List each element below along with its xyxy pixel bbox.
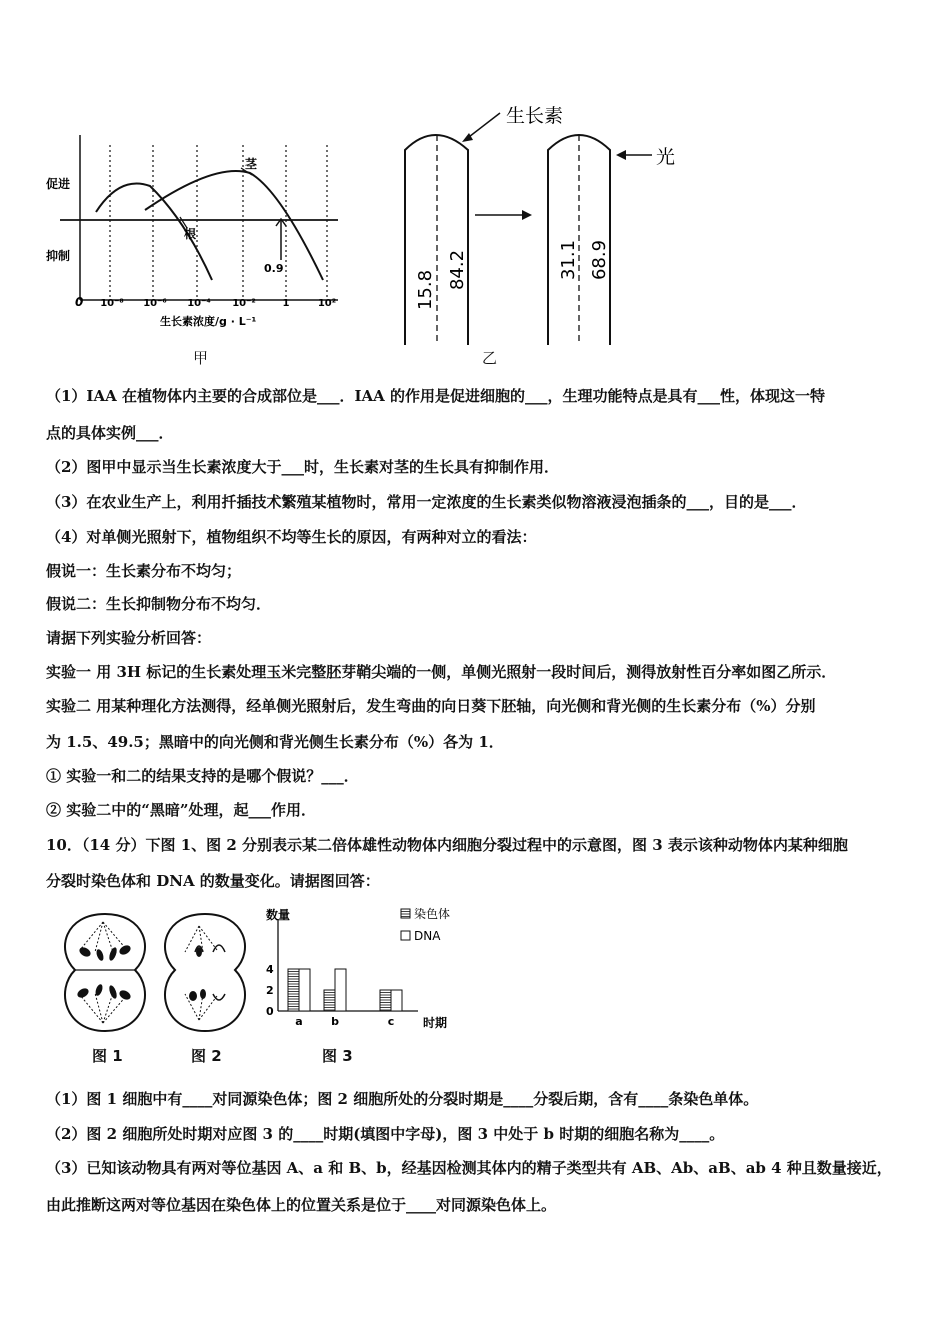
x-tick-5: 1 [282, 298, 290, 309]
q9-experiment1: 实验一 用 3H 标记的生长素处理玉米完整胚芽鞘尖端的一侧，单侧光照射一段时间后，测得放射性百分率如图乙所示． [46, 663, 837, 681]
x-tick-a: a [295, 1015, 303, 1028]
curve-root-label: 根 [184, 227, 197, 241]
fig2-caption: 图 2 [191, 1047, 222, 1065]
x-tick-3: 10⁻⁴ [187, 298, 211, 309]
figure-yi-caption: 乙 [482, 349, 498, 367]
q10-intro-line2: 分裂时染色体和 DNA 的数量变化。请据图回答： [46, 872, 380, 890]
q10-part3-line2: 由此推断这两对等位基因在染色体上的位置关系是位于____对同源染色体上。 [46, 1196, 557, 1214]
curve-stem-label: 茎 [245, 157, 258, 171]
q9-part1-line2: 点的具体实例___． [46, 424, 174, 442]
q10-part1: （1）图 1 细胞中有____对同源染色体；图 2 细胞所处的分裂时期是____分裂后期，含有____条染色单体。 [46, 1090, 759, 1108]
bar-dna-c [391, 990, 402, 1011]
chart-x-label: 时期 [423, 1016, 448, 1030]
figure-jia-caption: 甲 [193, 349, 209, 367]
x-tick-4: 10⁻² [232, 298, 256, 309]
q10-part2: （2）图 2 细胞所处时期对应图 3 的____时期(填图中字母)，图 3 中处于 b 时期的细胞名称为____。 [46, 1125, 725, 1143]
y-tick-4: 4 [266, 963, 274, 976]
q9-subq1: ① 实验一和二的结果支持的是哪个假说？___． [46, 767, 359, 785]
label-light: 光 [656, 146, 676, 168]
y-tick-2: 2 [266, 984, 274, 997]
q9-hypothesis1: 假说一：生长素分布不均匀； [46, 562, 242, 580]
legend-dna: DNA [414, 929, 441, 943]
right-before-value: 84.2 [447, 249, 468, 291]
q9-part3: （3）在农业生产上，利用扦插技术繁殖某植物时，常用一定浓度的生长素类似物溶液浸泡插条的___，目的是___． [46, 493, 807, 511]
q9-hypothesis2: 假说二：生长抑制物分布不均匀． [46, 595, 272, 613]
bar-dna-b [335, 969, 346, 1011]
x-tick-2: 10⁻⁶ [143, 298, 167, 309]
x-axis-label: 生长素浓度/g · L⁻¹ [160, 315, 257, 328]
fig3-caption: 图 3 [322, 1047, 353, 1065]
left-before-value: 15.8 [415, 269, 436, 311]
label-auxin: 生长素 [506, 105, 564, 127]
y-label-promote: 促进 [46, 177, 71, 191]
figure-jia [40, 120, 360, 345]
figure-yi [390, 95, 710, 345]
chart-y-label: 数量 [266, 908, 291, 922]
q9-ask: 请据下列实验分析回答： [46, 629, 212, 647]
y-tick-0: 0 [266, 1005, 274, 1018]
legend-chromosome: 染色体 [414, 907, 451, 921]
cell-figure-1 [55, 910, 155, 1035]
x-tick-1: 10⁻⁸ [100, 298, 124, 309]
q9-subq2: ② 实验二中的“黑暗”处理，起___作用． [46, 801, 316, 819]
q9-experiment2-line1: 实验二 用某种理化方法测得，经单侧光照射后，发生弯曲的向日葵下胚轴，向光侧和背光侧的生长素分布（%）分别 [46, 697, 816, 715]
y-label-inhibit: 抑制 [46, 249, 71, 263]
bar-chromosome-a [288, 969, 299, 1011]
cell-figure-2 [155, 910, 255, 1035]
q9-part1-line1: （1）IAA 在植物体内主要的合成部位是___．IAA 的作用是促进细胞的___，生理功能特点是具有___性，体现这一特 [46, 387, 825, 405]
x-tick-c: c [387, 1015, 395, 1028]
fig1-caption: 图 1 [92, 1047, 123, 1065]
x-tick-6: 10² [317, 298, 337, 309]
right-after-value: 68.9 [589, 239, 610, 281]
marker-value: 0.9 [264, 262, 284, 275]
q10-part3-line1: （3）已知该动物具有两对等位基因 A、a 和 B、b，经基因检测其体内的精子类型共有 AB、Ab、aB、ab 4 种且数量接近， [46, 1159, 892, 1177]
q9-part4: （4）对单侧光照射下，植物组织不均等生长的原因，有两种对立的看法： [46, 528, 537, 546]
q10-intro-line1: 10．（14 分）下图 1、图 2 分别表示某二倍体雄性动物体内细胞分裂过程中的示意图，图 3 表示该种动物体内某种细胞 [46, 836, 848, 854]
left-after-value: 31.1 [558, 239, 579, 281]
bar-dna-a [299, 969, 310, 1011]
origin-label: 0 [75, 295, 84, 309]
x-tick-b: b [331, 1015, 339, 1028]
bar-chart-figure-3 [258, 905, 468, 1035]
q9-part2: （2）图甲中显示当生长素浓度大于___时，生长素对茎的生长具有抑制作用． [46, 458, 559, 476]
q9-experiment2-line2: 为 1.5、49.5；黑暗中的向光侧和背光侧生长素分布（%）各为 1． [46, 733, 504, 751]
